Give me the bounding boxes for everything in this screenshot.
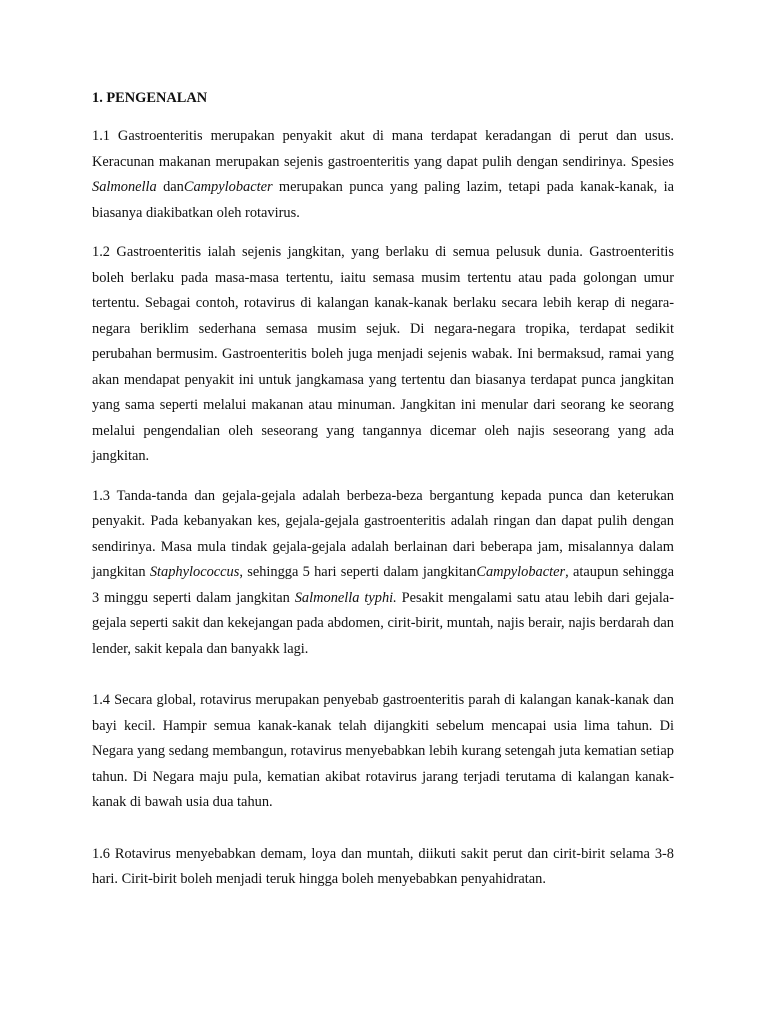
paragraph-1-4: 1.4 Secara global, rotavirus merupakan penyebab gastroenteritis parah di kalangan kanak-kanak dan bayi kecil. Hampir semua kanak-kanak telah dijangkiti sebelum mencapai usia lima tahun. Di Negara yang sedang membangun, rotavirus menyebabkan lebih kurang setengah juta kematian setiap tahun. Di Negara maju pula, kematian akibat rotavirus jarang terjadi terutama di kalangan kanak-kanak di bawah usia dua tahun. — [92, 692, 674, 810]
paragraph-1-6: 1.6 Rotavirus menyebabkan demam, loya dan muntah, diikuti sakit perut dan cirit-birit selama 3-8 hari. Cirit-birit boleh menjadi teruk hingga boleh menyebabkan penyahidratan. — [92, 845, 674, 887]
paragraph-1-1-text-c: merupakan punca yang paling lazim, tetapi pada kanak-kanak, ia biasanya diakibatkan oleh rotavirus. — [92, 179, 674, 221]
paragraph-1-2: 1.2 Gastroenteritis ialah sejenis jangkitan, yang berlaku di semua pelusuk dunia. Gastroenteritis boleh berlaku pada masa-masa tertentu, iaitu semasa musim tertentu atau pada golongan umur tertentu. Sebagai contoh, rotavirus di kalangan kanak-kanak berlaku secara lebih kerap di negara-negara beriklim sederhana semasa musim sejuk. Di negara-negara tropika, terdapat sedikit perubahan bermusim. Gastroenteritis boleh juga menjadi sejenis wabak. Ini bermaksud, ramai yang akan mendapat penyakit ini untuk jangkamasa yang tertentu dan biasanya terdapat punca jangkitan yang sama seperti melalui makanan atau minuman. Jangkitan ini menular dari seorang ke seorang melalui pengendalian oleh seseorang yang tangannya dicemar oleh najis seseorang yang ada jangkitan. — [92, 244, 674, 464]
document-page — [92, 88, 674, 907]
paragraph-1-3-text-c: , ataupun sehingga 3 minggu seperti dalam jangkitan — [92, 564, 674, 606]
species-staphylococcus: Staphylococcus — [149, 564, 240, 580]
paragraph-1-1-text-a: 1.1 Gastroenteritis merupakan penyakit akut di mana terdapat keradangan di perut dan usus. Keracunan makanan merupakan sejenis gastroenteritis yang dapat pulih dengan sendirinya. Spesies — [92, 128, 674, 170]
section-heading: 1. PENGENALAN — [92, 90, 208, 106]
species-campylobacter: Campylobacter — [183, 179, 273, 195]
paragraph-1-1 — [92, 124, 674, 226]
paragraph-1-3-text-d: Pesakit mengalami satu atau lebih dari gejala-gejala seperti sakit dan kekejangan pada abdomen, cirit-birit, muntah, najis berair, najis berdarah dan lender, sakit kepala dan banyakk lagi. — [92, 589, 674, 657]
species-campylobacter-2: Campylobacter — [476, 564, 566, 580]
paragraph-1-3-text-b: , sehingga 5 hari seperti dalam jangkitan — [239, 564, 477, 580]
species-salmonella: Salmonella — [92, 179, 157, 195]
paragraph-1-1-text-b: dan — [156, 179, 184, 195]
paragraph-1-3 — [92, 484, 674, 663]
paragraph-1-3-text-a: 1.3 Tanda-tanda dan gejala-gejala adalah berbeza-beza bergantung kepada punca dan keterukan penyakit. Pada kebanyakan kes, gejala-gejala gastroenteritis adalah ringan dan dapat pulih dengan sendirinya. Masa mula tindak gejala-gejala adalah berlainan dari beberapa jam, misalannya dalam jangkitan — [92, 487, 674, 580]
species-salmonella-typhi: Salmonella typhi. — [294, 589, 397, 606]
